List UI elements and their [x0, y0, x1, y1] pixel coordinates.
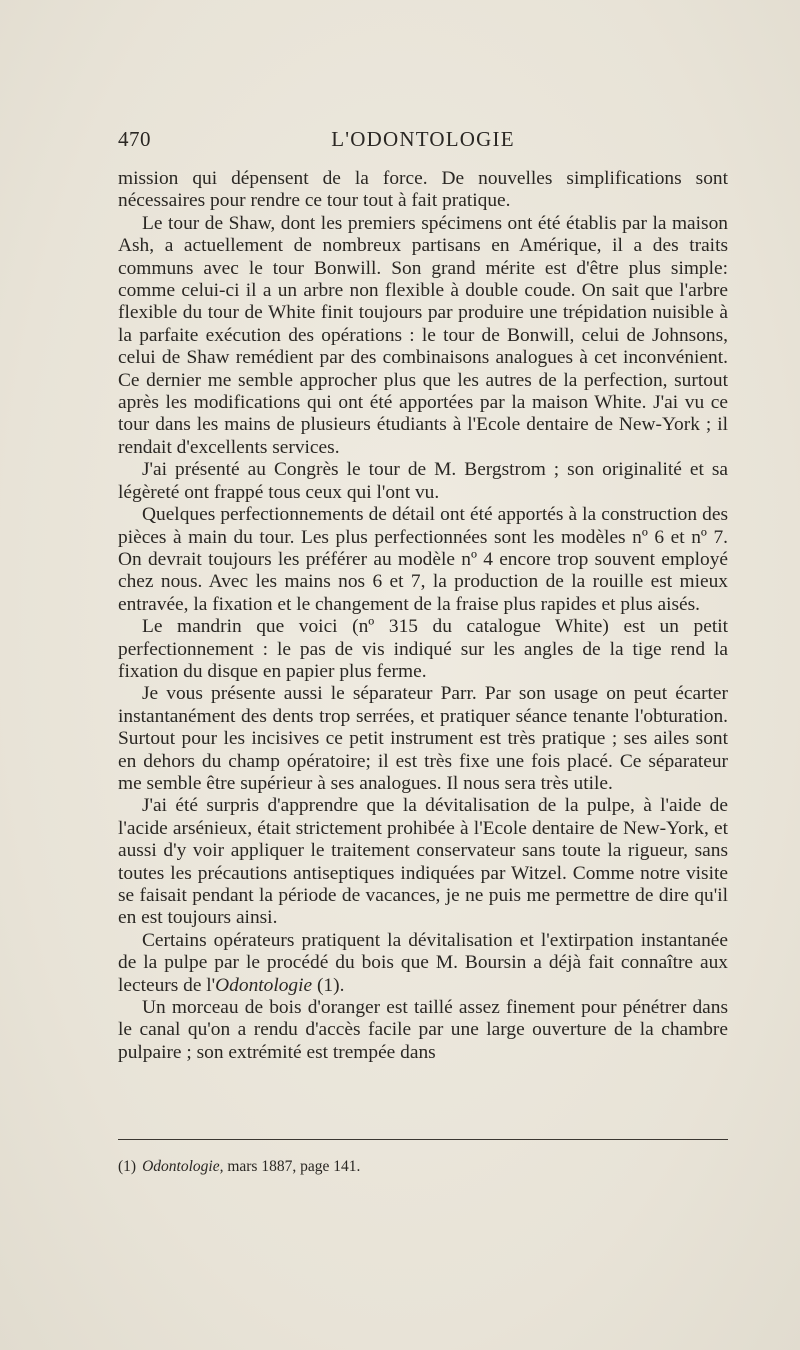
footnote-journal-title: Odontologie, — [142, 1158, 224, 1175]
footnote — [118, 1157, 728, 1177]
footnote-marker: (1) — [118, 1158, 137, 1175]
paragraph: mission qui dépensent de la force. De nouvelles simplifications sont nécessaires pour rendre ce tour tout à fait pratique. — [118, 168, 728, 212]
footnote-text: mars 1887, page 141. — [223, 1158, 361, 1175]
text-run: Certains opérateurs pratiquent la dévitalisation et l'extirpation instantanée de la pulpe par le procédé du bois que M. Boursin a déjà fait connaître aux lecteurs de l' — [118, 929, 728, 996]
paragraph: Le tour de Shaw, dont les premiers spécimens ont été établis par la maison Ash, a actuellement de nombreux partisans en Amérique, il a des traits communs avec le tour Bonwill. Son grand mérite est d'être plus simple: comme celui-ci il a un arbre non flexible à double coude. On sait que l'arbre flexible du tour de White finit toujours par produire une trépidation nuisible à la parfaite exécution des opérations : le tour de Bonwill, celui de Johnsons, celui de Shaw remédient par des combinaisons analogues à cet inconvénient. Ce dernier me semble approcher plus que les autres de la perfection, surtout après les modifications qui ont été apportées par la maison White. J'ai vu ce tour dans les mains de plusieurs étudiants à l'Ecole dentaire de New-York ; il rendait d'excellents services. — [118, 212, 728, 458]
paragraph: J'ai présenté au Congrès le tour de M. Bergstrom ; son originalité et sa légèreté ont frappé tous ceux qui l'ont vu. — [118, 459, 728, 503]
footnote-reference: (1). — [312, 974, 345, 996]
footnote-divider — [118, 1139, 728, 1140]
paragraph: Le mandrin que voici (nº 315 du catalogue White) est un petit perfectionnement : le pas de vis indiqué sur les angles de la tige rend la fixation du disque en papier plus ferme. — [118, 616, 728, 682]
paragraph: Quelques perfectionnements de détail ont été apportés à la construction des pièces à main du tour. Les plus perfectionnées sont les modèles nº 6 et nº 7. On devrait toujours les préférer au modèle nº 4 encore trop souvent employé chez nous. Avec les mains nos 6 et 7, la production de la rouille est mieux entravée, la fixation et le changement de la fraise plus rapides et plus aisés. — [118, 504, 728, 615]
page-header — [118, 127, 728, 157]
body-text — [118, 168, 728, 1064]
running-title: L'ODONTOLOGIE — [331, 127, 515, 151]
paragraph: Un morceau de bois d'oranger est taillé assez finement pour pénétrer dans le canal qu'on a rendu d'accès facile par une large ouverture de la chambre pulpaire ; son extrémité est trempée dans — [118, 997, 728, 1063]
page-number: 470 — [118, 127, 151, 151]
paragraph-boursin — [118, 930, 728, 997]
journal-title-italic: Odontologie — [215, 974, 313, 996]
paragraph: Je vous présente aussi le séparateur Parr. Par son usage on peut écarter instantanément des dents trop serrées, et pratiquer séance tenante l'obturation. Surtout pour les incisives ce petit instrument est très pratique ; ses ailes sont en dehors du champ opératoire; il est très fixe une fois placé. Ce séparateur me semble être supérieur à ses analogues. Il nous sera très utile. — [118, 683, 728, 794]
paragraph: J'ai été surpris d'apprendre que la dévitalisation de la pulpe, à l'aide de l'acide arsénieux, était strictement prohibée à l'Ecole dentaire de New-York, et aussi d'y voir appliquer le traitement conservateur sans toute la rigueur, sans toutes les précautions antiseptiques indiquées par Witzel. Comme notre visite se faisait pendant la période de vacances, je ne puis me permettre de dire qu'il en est toujours ainsi. — [118, 795, 728, 929]
